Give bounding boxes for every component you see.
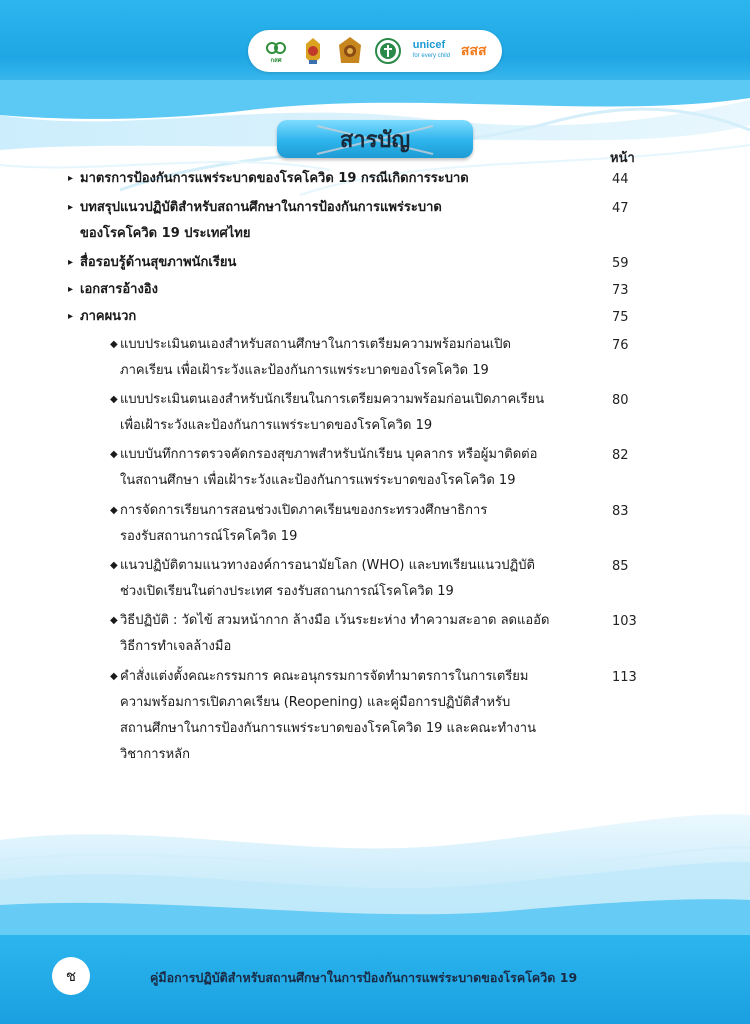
toc-entry-page: 47 — [612, 201, 629, 216]
toc-entry-title-continued: ภาคเรียน เพื่อเฝ้าระวังและป้องกันการแพร่ระบาดของโรคโควิด 19 — [120, 363, 489, 378]
toc-entry-title: คำสั่งแต่งตั้งคณะกรรมการ คณะอนุกรรมการจัดทำมาตรการในการเตรียม — [120, 669, 529, 684]
toc-entry-page: 83 — [612, 504, 629, 519]
toc-entry-main[interactable] — [68, 250, 237, 276]
toc-entry-title-continued: เพื่อเฝ้าระวังและป้องกันการแพร่ระบาดของโรคโควิด 19 — [120, 418, 433, 433]
diamond-bullet-icon: ◆ — [110, 615, 118, 626]
toc-entry-title: เอกสารอ้างอิง — [80, 282, 158, 297]
triangle-bullet-icon: ▸ — [68, 202, 74, 213]
toc-entry-title-continued: ความพร้อมการเปิดภาคเรียน (Reopening) และคู่มือการปฏิบัติสำหรับ — [120, 695, 511, 710]
kss-label: กสศ — [270, 57, 282, 64]
toc-entry-main[interactable] — [68, 166, 469, 192]
sss-label: สสส — [460, 42, 487, 58]
toc-entry-title: แบบประเมินตนเองสำหรับสถานศึกษาในการเตรียมความพร้อมก่อนเปิด — [120, 337, 511, 352]
toc-entry-title: แบบประเมินตนเองสำหรับนักเรียนในการเตรียมความพร้อมก่อนเปิดภาคเรียน — [120, 392, 545, 407]
toc-entry-page: 59 — [612, 256, 629, 271]
page-title: สารบัญ — [339, 127, 411, 153]
toc-entry-page: 80 — [612, 393, 629, 408]
footer-wave-decoration — [0, 800, 750, 940]
toc-entry-sub[interactable] — [110, 498, 488, 550]
toc-entry-page: 76 — [612, 338, 629, 353]
toc-entry-title-continued: ของโรคโควิด 19 ประเทศไทย — [80, 226, 251, 241]
toc-entry-title-continued: วิชาการหลัก — [120, 747, 190, 762]
diamond-bullet-icon: ◆ — [110, 560, 118, 571]
toc-entry-sub[interactable] — [110, 664, 536, 768]
toc-entry-sub[interactable] — [110, 553, 535, 605]
toc-entry-title-continued: ในสถานศึกษา เพื่อเฝ้าระวังและป้องกันการแพร่ระบาดของโรคโควิด 19 — [120, 473, 516, 488]
triangle-bullet-icon: ▸ — [68, 173, 74, 184]
toc-entry-title: แนวปฏิบัติตามแนวทางองค์การอนามัยโลก (WHO) และบทเรียนแนวปฏิบัติ — [120, 558, 535, 573]
page-column-header: หน้า — [610, 151, 635, 166]
toc-entry-title: การจัดการเรียนการสอนช่วงเปิดภาคเรียนของกระทรวงศึกษาธิการ — [120, 503, 488, 518]
toc-entry-title-continued: วิธีการทำเจลล้างมือ — [120, 639, 232, 654]
toc-entry-title-continued: สถานศึกษาในการป้องกันการแพร่ระบาดของโรคโควิด 19 และคณะทำงาน — [120, 721, 536, 736]
diamond-bullet-icon: ◆ — [110, 671, 118, 682]
triangle-bullet-icon: ▸ — [68, 257, 74, 268]
toc-entry-sub[interactable] — [110, 387, 545, 439]
diamond-bullet-icon: ◆ — [110, 449, 118, 460]
toc-entry-page: 113 — [612, 670, 637, 685]
triangle-bullet-icon: ▸ — [68, 311, 74, 322]
toc-entry-title: บทสรุปแนวปฏิบัติสำหรับสถานศึกษาในการป้องกันการแพร่ระบาด — [80, 200, 442, 215]
page-number-badge — [52, 957, 90, 995]
toc-entry-page: 85 — [612, 559, 629, 574]
triangle-bullet-icon: ▸ — [68, 284, 74, 295]
toc-entry-title: สื่อรอบรู้ด้านสุขภาพนักเรียน — [80, 255, 237, 270]
toc-entry-title-continued: ช่วงเปิดเรียนในต่างประเทศ รองรับสถานการณ์โรคโควิด 19 — [120, 584, 454, 599]
toc-entry-sub[interactable] — [110, 608, 550, 660]
toc-entry-page: 44 — [612, 172, 629, 187]
diamond-bullet-icon: ◆ — [110, 505, 118, 516]
toc-entry-page: 82 — [612, 448, 629, 463]
toc-entry-title: แบบบันทึกการตรวจคัดกรองสุขภาพสำหรับนักเรียน บุคลากร หรือผู้มาติดต่อ — [120, 447, 538, 462]
toc-entry-main[interactable] — [68, 304, 137, 330]
unicef-tagline: for every child — [412, 53, 451, 59]
diamond-bullet-icon: ◆ — [110, 394, 118, 405]
toc-entry-title: มาตรการป้องกันการแพร่ระบาดของโรคโควิด 19 กรณีเกิดการระบาด — [80, 171, 469, 186]
toc-entry-page: 75 — [612, 310, 629, 325]
toc-entry-main[interactable] — [68, 277, 158, 303]
toc-entry-title-continued: รองรับสถานการณ์โรคโควิด 19 — [120, 529, 298, 544]
unicef-label: unicef — [412, 39, 446, 51]
footer-title: คู่มือการปฏิบัติสำหรับสถานศึกษาในการป้องกันการแพร่ระบาดของโรคโควิด 19 — [150, 970, 578, 985]
toc-entry-sub[interactable] — [110, 332, 511, 384]
page-number: ช — [65, 967, 77, 985]
diamond-bullet-icon: ◆ — [110, 339, 118, 350]
toc-entry-page: 73 — [612, 283, 629, 298]
toc-entry-title: ภาคผนวก — [80, 309, 137, 324]
toc-entry-main[interactable] — [68, 195, 442, 247]
toc-entry-title: วิธีปฏิบัติ : วัดไข้ สวมหน้ากาก ล้างมือ เว้นระยะห่าง ทำความสะอาด ลดแออัด — [120, 613, 550, 628]
toc-entry-sub[interactable] — [110, 442, 538, 494]
toc-entry-page: 103 — [612, 614, 637, 629]
